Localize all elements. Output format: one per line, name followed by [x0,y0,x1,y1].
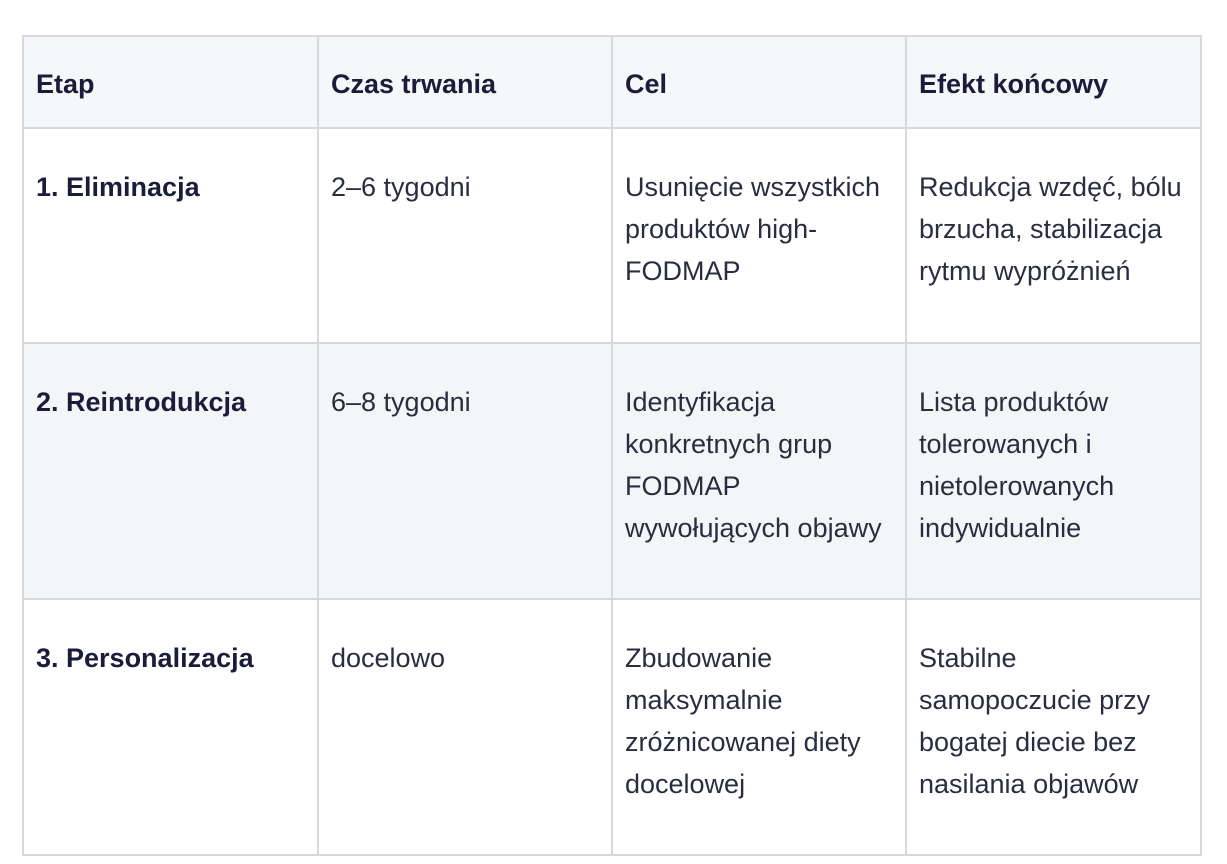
goal-cell: Usunięcie wszystkich produktów high-FODMAP [612,128,906,343]
header-goal: Cel [612,36,906,128]
effect-cell: Redukcja wzdęć, bólu brzucha, stabilizacja rytmu wypróżnień [906,128,1201,343]
table-row [23,128,1201,343]
stage-cell: 2. Reintrodukcja [23,343,318,599]
header-row [23,36,1201,128]
stage-cell: 3. Personalizacja [23,599,318,855]
duration-cell: 6–8 tygodni [318,343,612,599]
effect-cell: Lista produktów tolerowanych i nietolerowanych indywidualnie [906,343,1201,599]
header-effect: Efekt końcowy [906,36,1201,128]
duration-cell: docelowo [318,599,612,855]
goal-cell: Identyfikacja konkretnych grup FODMAP wywołujących objawy [612,343,906,599]
stage-cell: 1. Eliminacja [23,128,318,343]
duration-cell: 2–6 tygodni [318,128,612,343]
fodmap-stages-table-container [22,35,1200,856]
header-stage: Etap [23,36,318,128]
table-row [23,599,1201,855]
table-body [23,128,1201,855]
header-duration: Czas trwania [318,36,612,128]
table-row [23,343,1201,599]
effect-cell: Stabilne samopoczucie przy bogatej diecie bez nasilania objawów [906,599,1201,855]
fodmap-stages-table [22,35,1202,856]
goal-cell: Zbudowanie maksymalnie zróżnicowanej diety docelowej [612,599,906,855]
table-header [23,36,1201,128]
